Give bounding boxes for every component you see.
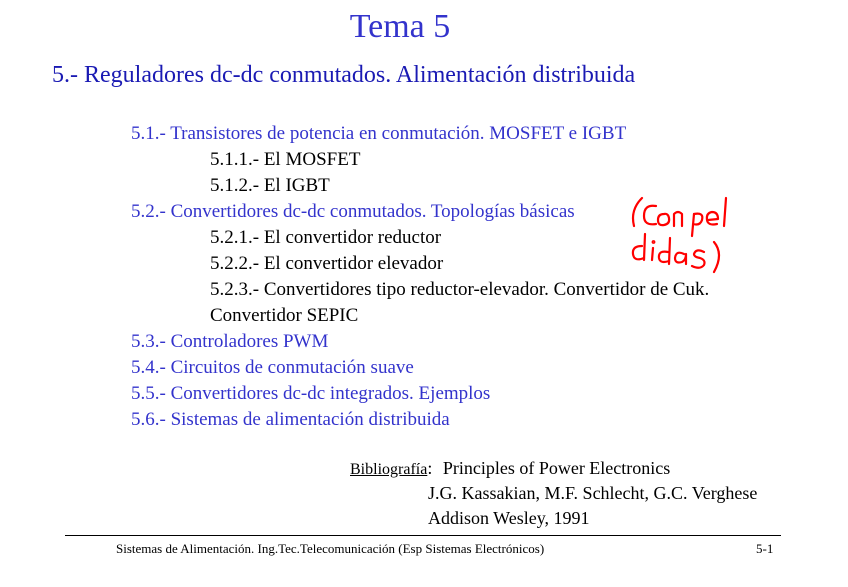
toc-subsection-5-1-2: 5.1.2.- El IGBT	[210, 175, 330, 196]
bibliography-label: Bibliografía	[350, 461, 428, 478]
toc-section-5-6: 5.6.- Sistemas de alimentación distribuida	[131, 409, 450, 430]
footer-divider	[65, 535, 781, 536]
footer-page-number: 5-1	[756, 541, 774, 556]
slide-subtitle: 5.- Reguladores dc-dc conmutados. Alimentación distribuida	[52, 62, 636, 88]
bibliography-publisher: Addison Wesley, 1991	[428, 508, 590, 528]
bibliography-book-title: Principles of Power Electronics	[442, 458, 671, 478]
toc-subsection-5-2-3: 5.2.3.- Convertidores tipo reductor-elevador. Convertidor de Cuk.	[210, 279, 710, 300]
handwritten-annotation	[620, 192, 760, 282]
bibliography-authors: J.G. Kassakian, M.F. Schlecht, G.C. Verghese	[428, 483, 758, 503]
toc-subsection-5-1-1: 5.1.1.- El MOSFET	[210, 149, 361, 170]
toc-section-5-1: 5.1.- Transistores de potencia en conmutación. MOSFET e IGBT	[131, 123, 627, 144]
toc-subsection-5-2-1: 5.2.1.- El convertidor reductor	[210, 227, 442, 248]
toc-section-5-3: 5.3.- Controladores PWM	[131, 331, 329, 352]
footer-course-name: Sistemas de Alimentación. Ing.Tec.Telecomunicación (Esp Sistemas Electrónicos)	[116, 541, 545, 556]
toc-section-5-2: 5.2.- Convertidores dc-dc conmutados. Topologías básicas	[131, 201, 575, 222]
slide-title: Tema 5	[349, 8, 451, 45]
toc-subsection-5-2-2: 5.2.2.- El convertidor elevador	[210, 253, 444, 274]
toc-subsection-5-2-3-continued: Convertidor SEPIC	[210, 305, 359, 326]
toc-section-5-4: 5.4.- Circuitos de conmutación suave	[131, 357, 414, 378]
bibliography-first-line	[350, 458, 670, 479]
bibliography-separator: :	[427, 458, 433, 478]
toc-section-5-5: 5.5.- Convertidores dc-dc integrados. Ejemplos	[131, 383, 491, 404]
